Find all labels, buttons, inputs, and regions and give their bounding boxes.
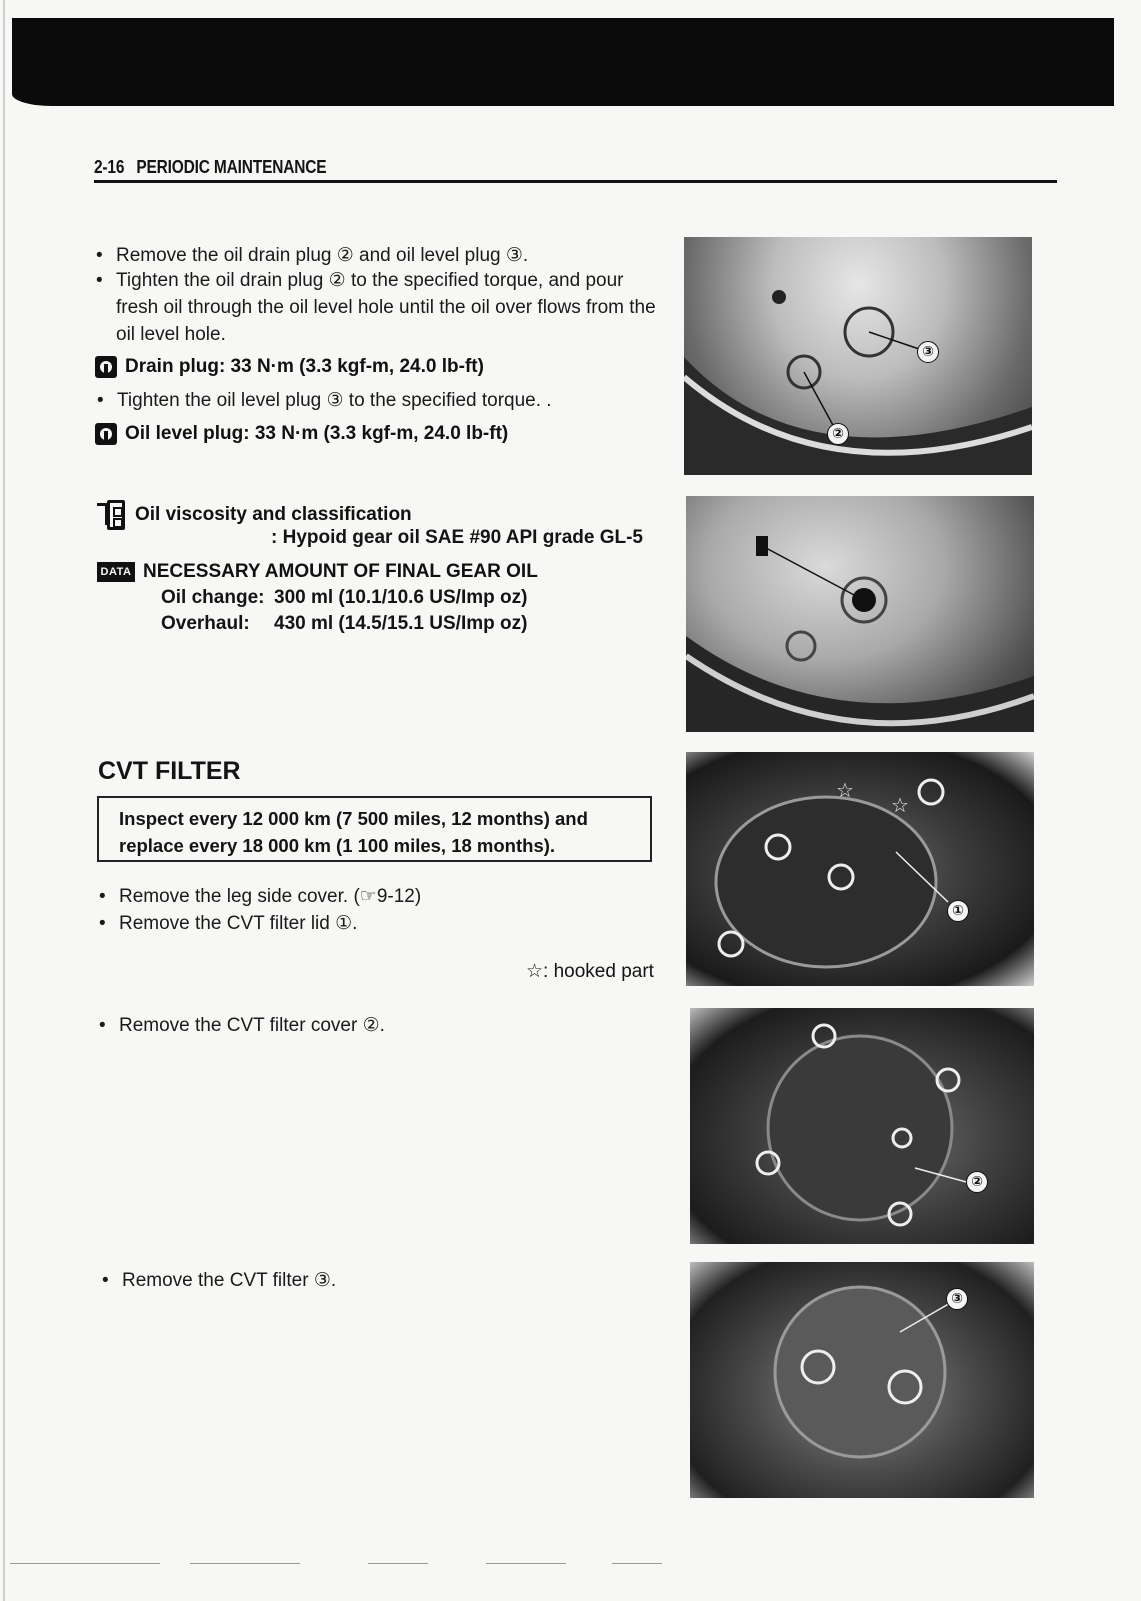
overhaul-value: 430 ml (14.5/15.1 US/Imp oz) [274,613,528,634]
callout-3: ③ [946,1288,968,1310]
hooked-part-note: ☆: hooked part [526,961,654,982]
oil-can-icon [97,498,127,532]
step-tighten-level: • Tighten the oil level plug ③ to the specified torque. . [95,387,665,414]
data-icon: DATA [97,562,135,582]
header-rule [94,180,1057,183]
photo-oil-level-hole [686,496,1034,732]
step-remove-filter: • Remove the CVT filter ③. [100,1267,660,1294]
callout-2: ② [827,423,849,445]
callout-3: ③ [917,341,939,363]
amount-title-row [97,559,538,585]
oil-change-label: Oil change: [161,587,265,608]
svg-text:☆: ☆ [891,795,909,817]
section-name: PERIODIC MAINTENANCE [136,157,327,177]
cvt-filter-title: CVT FILTER [98,757,241,785]
amount-title: NECESSARY AMOUNT OF FINAL GEAR OIL [143,561,538,582]
page-edge [3,0,5,1601]
oil-viscosity-label: Oil viscosity and classification [135,504,412,525]
photo-cvt-filter-lid [686,752,1034,986]
inspection-line-1: Inspect every 12 000 km (7 500 miles, 12 months) and [119,808,588,829]
torque-wrench-icon [95,423,117,445]
callout-1: ① [947,900,969,922]
bottom-rule [486,1563,566,1564]
step-remove-filter-cover: • Remove the CVT filter cover ②. [97,1012,657,1039]
photo-cvt-filter-lid-art [686,752,1034,986]
header-black-band [12,18,1114,106]
oil-change-value: 300 ml (10.1/10.6 US/Imp oz) [274,587,528,608]
step-remove-filter-lid: • Remove the CVT filter lid ①. [97,910,657,937]
photo-oil-level-hole-art [686,496,1034,732]
svg-text:☆: ☆ [836,780,854,802]
step-remove-plugs: • Remove the oil drain plug ② and oil level plug ③. [94,242,664,269]
drain-plug-spec-text: Drain plug: 33 N·m (3.3 kgf-m, 24.0 lb-ft) [125,356,484,377]
callout-2: ② [966,1171,988,1193]
running-header [94,157,326,178]
oil-viscosity-value: : Hypoid gear oil SAE #90 API grade GL-5 [271,527,643,548]
photo-final-gear-plugs-art [684,237,1032,475]
bottom-rule [368,1563,428,1564]
photo-cvt-filter-element [690,1262,1034,1498]
bottom-rule [612,1563,662,1564]
photo-cvt-filter-cover [690,1008,1034,1244]
bottom-rule [10,1563,160,1564]
photo-final-gear-plugs [684,237,1032,475]
photo-cvt-filter-cover-art [690,1008,1034,1244]
step-remove-leg-cover: • Remove the leg side cover. (☞9-12) [97,883,657,910]
level-plug-spec [95,421,508,447]
torque-wrench-icon [95,356,117,378]
bottom-rule [190,1563,300,1564]
step-tighten-drain: • Tighten the oil drain plug ② to the specified torque, and pour fresh oil through the oil level hole until the oil over flows from the oil level hole. [94,267,664,348]
inspection-line-2: replace every 18 000 km (1 100 miles, 18 months). [119,835,556,856]
level-plug-spec-text: Oil level plug: 33 N·m (3.3 kgf-m, 24.0 lb-ft) [125,423,509,444]
photo-cvt-filter-element-art [690,1262,1034,1498]
page-number: 2-16 [94,157,125,177]
inspection-interval-box [97,796,652,862]
overhaul-label: Overhaul: [161,613,250,634]
drain-plug-spec [95,354,484,380]
